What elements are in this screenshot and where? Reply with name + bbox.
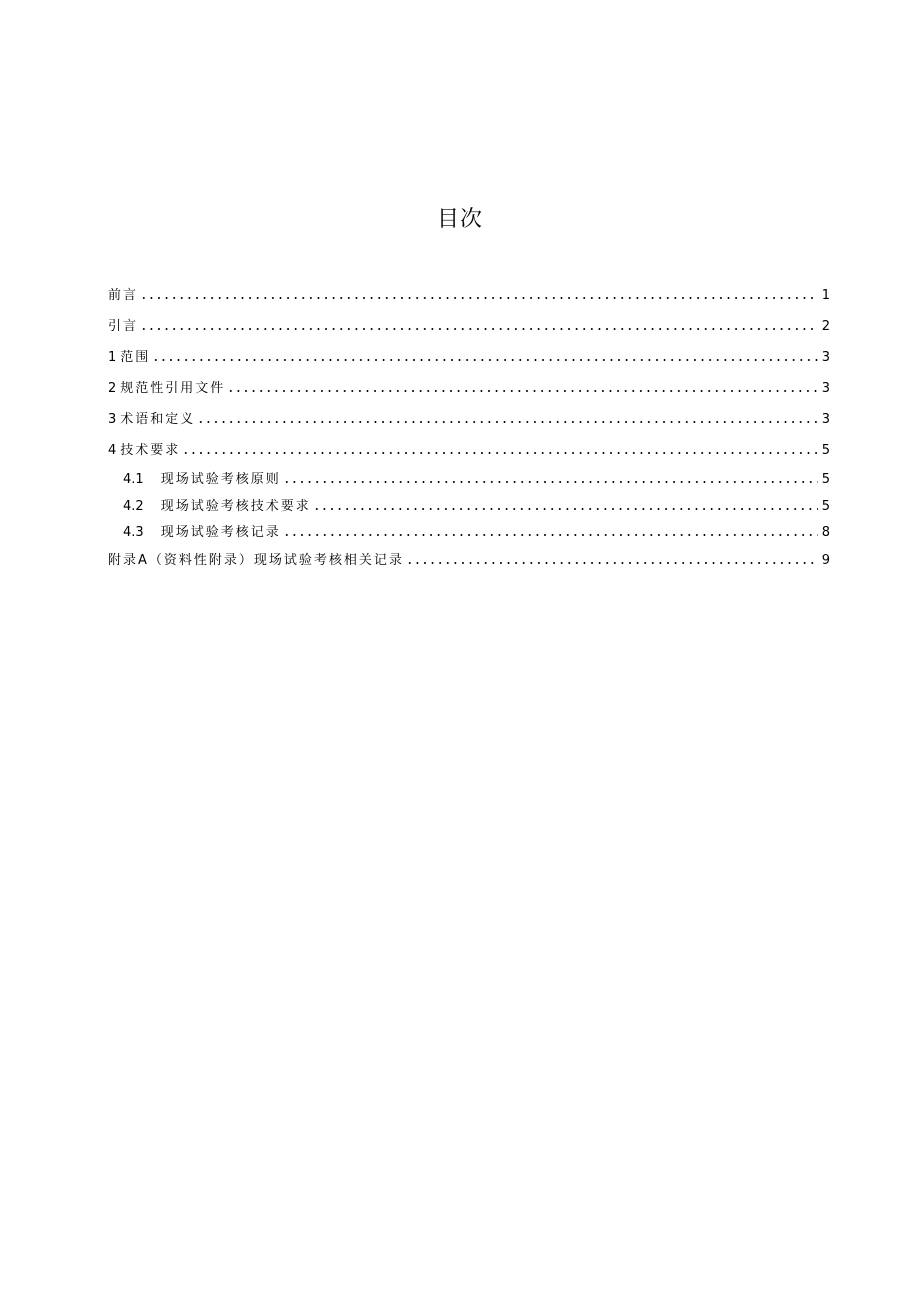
dot-leader	[313, 497, 818, 511]
toc-entry-number: 2	[108, 381, 117, 396]
toc-entry-page: 8	[821, 525, 830, 540]
toc-title: 目次	[436, 207, 483, 232]
toc-entry-page: 3	[821, 412, 830, 427]
dot-leader	[283, 523, 818, 537]
toc-entry-text: 附录A（资料性附录）现场试验考核相关记录	[108, 553, 404, 568]
toc-entry-page: 9	[821, 553, 830, 568]
dot-leader	[140, 286, 818, 300]
toc-entry-text: 现场试验考核原则	[160, 472, 281, 487]
dot-leader	[182, 441, 817, 455]
dot-leader	[283, 470, 818, 484]
toc-entry-introduction[interactable]	[108, 311, 830, 342]
dot-leader	[227, 379, 817, 393]
toc-entry-page: 2	[821, 319, 830, 334]
toc-entry-normative-references[interactable]	[108, 373, 830, 404]
dot-leader	[152, 348, 817, 362]
toc-entry-4-2[interactable]	[108, 494, 830, 520]
toc-entry-foreword[interactable]	[108, 280, 830, 311]
toc-entry-text: 现场试验考核技术要求	[160, 499, 311, 514]
dot-leader	[406, 551, 818, 565]
toc-entry-number: 4	[108, 443, 117, 458]
toc-entry-4-3[interactable]	[108, 520, 830, 546]
toc-entry-number: 3	[108, 412, 117, 427]
toc-entry-text: 现场试验考核记录	[160, 525, 281, 540]
toc-entry-number: 4.1	[123, 472, 144, 487]
toc-entry-technical-requirements[interactable]	[108, 435, 830, 466]
toc-entry-number: 1	[108, 350, 117, 365]
toc-entry-page: 5	[821, 499, 830, 514]
toc-entry-number: 4.2	[123, 499, 144, 514]
toc-entry-text: 前言	[108, 288, 139, 303]
toc-entry-page: 3	[821, 381, 830, 396]
toc-entry-page: 3	[821, 350, 830, 365]
toc-entry-page: 5	[821, 472, 830, 487]
dot-leader	[197, 410, 817, 424]
toc-entry-text: 技术要求	[120, 443, 181, 458]
toc-entry-number: 4.3	[123, 525, 144, 540]
toc-entry-4-1[interactable]	[108, 466, 830, 494]
toc-entry-text: 范围	[120, 350, 151, 365]
table-of-contents	[108, 280, 830, 577]
toc-entry-page: 1	[821, 288, 830, 303]
toc-entry-appendix-a[interactable]	[108, 546, 830, 577]
toc-entry-text: 术语和定义	[120, 412, 196, 427]
toc-entry-terms-definitions[interactable]	[108, 404, 830, 435]
dot-leader	[140, 317, 818, 331]
toc-entry-text: 引言	[108, 319, 139, 334]
toc-entry-scope[interactable]	[108, 342, 830, 373]
toc-entry-text: 规范性引用文件	[120, 381, 226, 396]
toc-entry-page: 5	[821, 443, 830, 458]
